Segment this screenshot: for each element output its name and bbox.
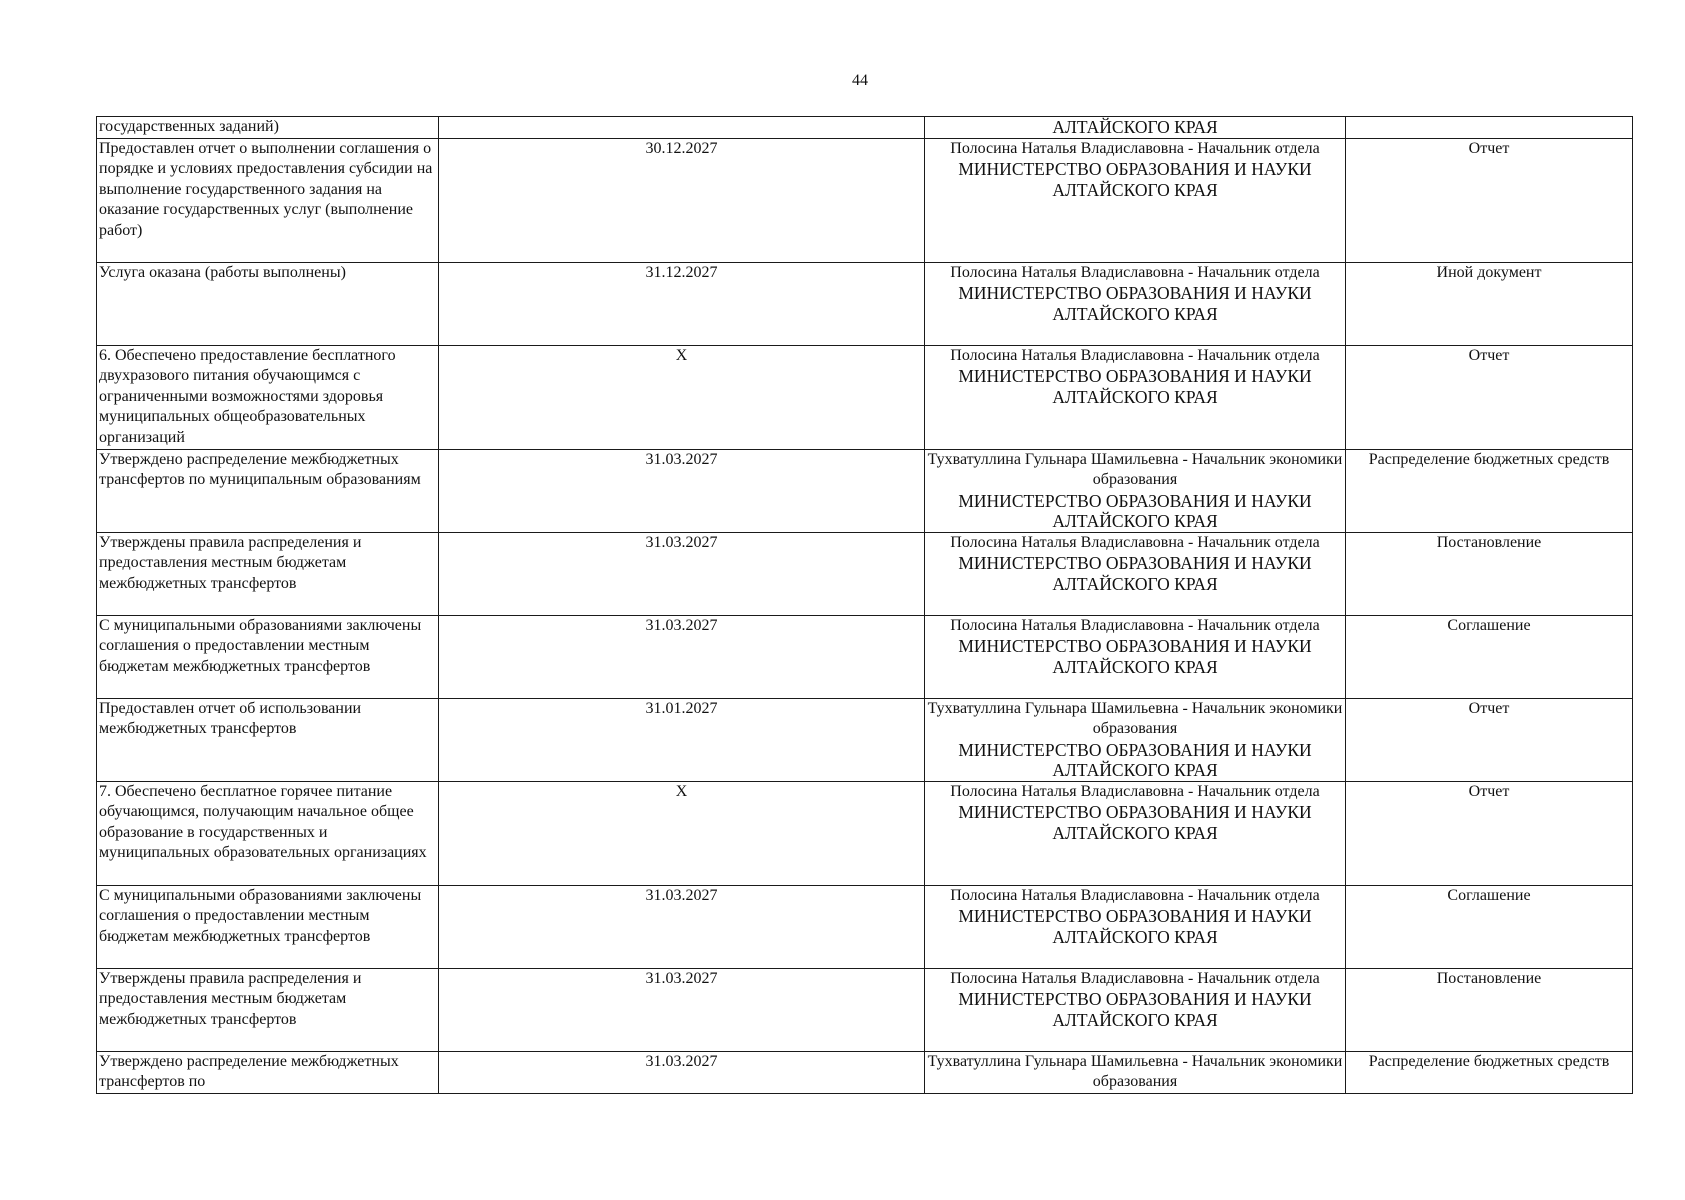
deadline-cell: 30.12.2027 <box>439 138 925 262</box>
responsible-cell <box>925 698 1346 781</box>
document-type-cell: Отчет <box>1346 345 1633 449</box>
task-name-cell: Предоставлен отчет об использовании межбюджетных трансфертов <box>97 698 439 781</box>
document-type-cell: Соглашение <box>1346 615 1633 698</box>
responsible-person: Полосина Наталья Владиславовна - Начальник отдела <box>950 969 1320 987</box>
table-row <box>97 615 1633 698</box>
responsible-organization: МИНИСТЕРСТВО ОБРАЗОВАНИЯ И НАУКИ АЛТАЙСКОГО КРАЯ <box>958 906 1312 947</box>
responsible-organization: МИНИСТЕРСТВО ОБРАЗОВАНИЯ И НАУКИ АЛТАЙСКОГО КРАЯ <box>958 490 1312 531</box>
responsible-cell <box>925 885 1346 968</box>
document-type-cell: Иной документ <box>1346 262 1633 345</box>
responsible-cell <box>925 532 1346 615</box>
responsible-organization: МИНИСТЕРСТВО ОБРАЗОВАНИЯ И НАУКИ АЛТАЙСКОГО КРАЯ <box>958 366 1312 407</box>
table-row <box>97 968 1633 1051</box>
responsible-person: Полосина Наталья Владиславовна - Начальник отдела <box>950 886 1320 904</box>
responsible-person: Полосина Наталья Владиславовна - Начальник отдела <box>950 139 1320 157</box>
table-row <box>97 345 1633 449</box>
responsible-cell <box>925 449 1346 532</box>
responsible-cell <box>925 117 1346 139</box>
page-number: 44 <box>852 72 868 89</box>
table-row <box>97 449 1633 532</box>
deadline-cell: 31.03.2027 <box>439 449 925 532</box>
document-type-cell: Отчет <box>1346 781 1633 885</box>
control-points-table <box>96 116 1633 1094</box>
deadline-cell: 31.03.2027 <box>439 885 925 968</box>
deadline-cell: 31.03.2027 <box>439 532 925 615</box>
responsible-cell <box>925 262 1346 345</box>
deadline-cell: 31.03.2027 <box>439 968 925 1051</box>
responsible-person: Полосина Наталья Владиславовна - Начальник отдела <box>950 263 1320 281</box>
task-name-cell: Предоставлен отчет о выполнении соглашения о порядке и условиях предоставления субсидии на выполнение государственного задания на оказание государственных услуг (выполнение работ) <box>97 138 439 262</box>
document-type-cell: Отчет <box>1346 698 1633 781</box>
task-name-cell: С муниципальными образованиями заключены соглашения о предоставлении местным бюджетам межбюджетных трансфертов <box>97 615 439 698</box>
table-row <box>97 532 1633 615</box>
document-type-cell: Постановление <box>1346 532 1633 615</box>
responsible-organization: МИНИСТЕРСТВО ОБРАЗОВАНИЯ И НАУКИ АЛТАЙСКОГО КРАЯ <box>958 159 1312 200</box>
document-type-cell: Распределение бюджетных средств <box>1346 1051 1633 1093</box>
deadline-cell: 31.03.2027 <box>439 1051 925 1093</box>
table-row <box>97 781 1633 885</box>
responsible-cell <box>925 968 1346 1051</box>
responsible-cell <box>925 345 1346 449</box>
deadline-cell: 31.12.2027 <box>439 262 925 345</box>
table-row <box>97 262 1633 345</box>
task-name-cell: Утверждено распределение межбюджетных трансфертов по <box>97 1051 439 1093</box>
responsible-organization: МИНИСТЕРСТВО ОБРАЗОВАНИЯ И НАУКИ АЛТАЙСКОГО КРАЯ <box>958 989 1312 1030</box>
table-row <box>97 1051 1633 1093</box>
task-name-cell: Утверждены правила распределения и предоставления местным бюджетам межбюджетных трансфертов <box>97 968 439 1051</box>
document-type-cell: Отчет <box>1346 138 1633 262</box>
responsible-person: Полосина Наталья Владиславовна - Начальник отдела <box>950 346 1320 364</box>
task-name-cell: 7. Обеспечено бесплатное горячее питание обучающимся, получающим начальное общее образование в государственных и муниципальных образовательных организациях <box>97 781 439 885</box>
task-name-cell: 6. Обеспечено предоставление бесплатного двухразового питания обучающимся с ограниченными возможностями здоровья муниципальных общеобразовательных организаций <box>97 345 439 449</box>
responsible-person: Полосина Наталья Владиславовна - Начальник отдела <box>950 616 1320 634</box>
responsible-organization: АЛТАЙСКОГО КРАЯ <box>1052 117 1218 137</box>
responsible-person: Тухватуллина Гульнара Шамильевна - Начальник экономики образования <box>927 699 1343 737</box>
deadline-cell <box>439 117 925 139</box>
task-name-cell: Утверждено распределение межбюджетных трансфертов по муниципальным образованиям <box>97 449 439 532</box>
table-row <box>97 138 1633 262</box>
responsible-cell <box>925 615 1346 698</box>
responsible-person: Полосина Наталья Владиславовна - Начальник отдела <box>950 782 1320 800</box>
table-row <box>97 698 1633 781</box>
document-type-cell: Постановление <box>1346 968 1633 1051</box>
responsible-organization: МИНИСТЕРСТВО ОБРАЗОВАНИЯ И НАУКИ АЛТАЙСКОГО КРАЯ <box>958 636 1312 677</box>
responsible-organization: МИНИСТЕРСТВО ОБРАЗОВАНИЯ И НАУКИ АЛТАЙСКОГО КРАЯ <box>958 553 1312 594</box>
responsible-person: Тухватуллина Гульнара Шамильевна - Начальник экономики образования <box>927 450 1343 488</box>
table-row <box>97 117 1633 139</box>
document-type-cell: Соглашение <box>1346 885 1633 968</box>
responsible-organization: МИНИСТЕРСТВО ОБРАЗОВАНИЯ И НАУКИ АЛТАЙСКОГО КРАЯ <box>958 739 1312 780</box>
document-type-cell: Распределение бюджетных средств <box>1346 449 1633 532</box>
responsible-person: Тухватуллина Гульнара Шамильевна - Начальник экономики образования <box>927 1052 1343 1090</box>
responsible-organization: МИНИСТЕРСТВО ОБРАЗОВАНИЯ И НАУКИ АЛТАЙСКОГО КРАЯ <box>958 802 1312 843</box>
responsible-person: Полосина Наталья Владиславовна - Начальник отдела <box>950 533 1320 551</box>
responsible-cell <box>925 1051 1346 1093</box>
responsible-organization: МИНИСТЕРСТВО ОБРАЗОВАНИЯ И НАУКИ АЛТАЙСКОГО КРАЯ <box>958 283 1312 324</box>
table-row <box>97 885 1633 968</box>
task-name-cell: государственных заданий) <box>97 117 439 139</box>
task-name-cell: Утверждены правила распределения и предоставления местным бюджетам межбюджетных трансфертов <box>97 532 439 615</box>
deadline-cell: 31.03.2027 <box>439 615 925 698</box>
task-name-cell: Услуга оказана (работы выполнены) <box>97 262 439 345</box>
deadline-cell: X <box>439 345 925 449</box>
responsible-cell <box>925 781 1346 885</box>
responsible-cell <box>925 138 1346 262</box>
deadline-cell: 31.01.2027 <box>439 698 925 781</box>
deadline-cell: X <box>439 781 925 885</box>
task-name-cell: С муниципальными образованиями заключены соглашения о предоставлении местным бюджетам межбюджетных трансфертов <box>97 885 439 968</box>
document-type-cell <box>1346 117 1633 139</box>
